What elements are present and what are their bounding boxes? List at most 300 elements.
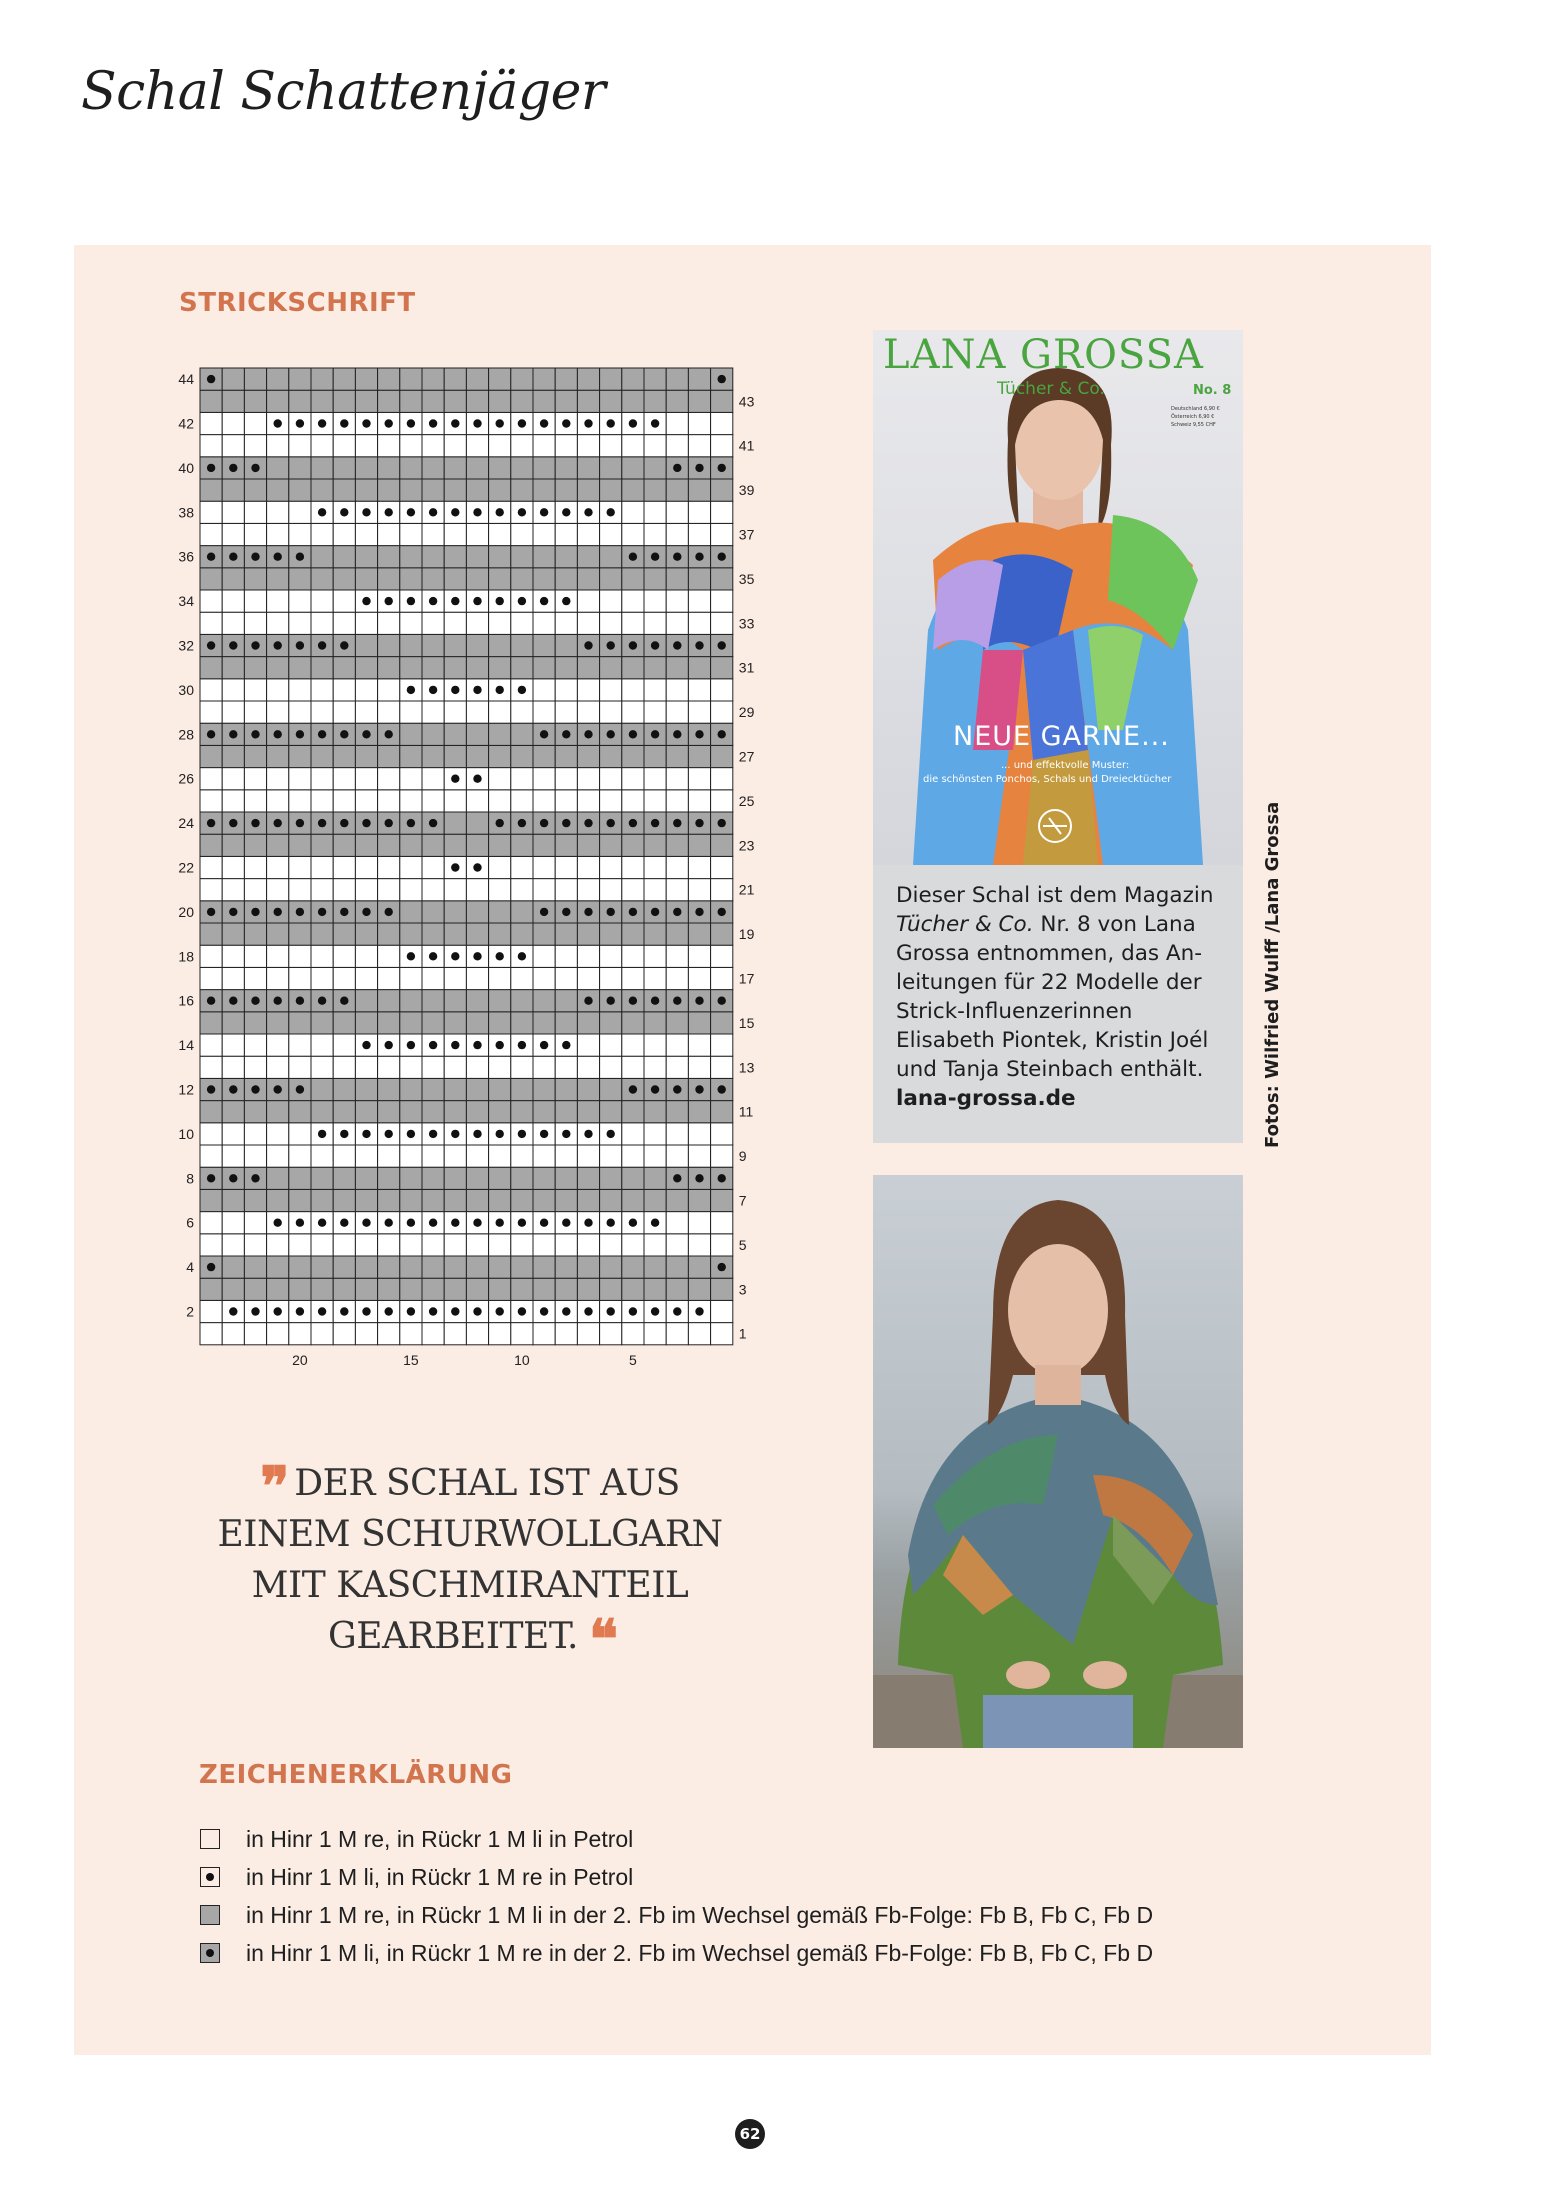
chart-cell [466,634,488,656]
chart-cell [267,1234,289,1256]
chart-cell [600,457,622,479]
chart-dot [695,641,703,649]
chart-dot [651,553,659,561]
chart-cell [489,1145,511,1167]
chart-cell [400,723,422,745]
chart-cell [311,612,333,634]
chart-cell [466,745,488,767]
chart-dot [629,997,637,1005]
chart-cell [333,368,355,390]
chart-cell [688,834,710,856]
chart-dot [274,641,282,649]
chart-cell [333,856,355,878]
chart-cell [466,457,488,479]
cover-price-3: Schweiz 9,55 CHF [1171,422,1216,428]
chart-cell [511,1256,533,1278]
chart-cell [378,1012,400,1034]
chart-cell [711,879,733,901]
chart-dot [473,863,481,871]
chart-dot [251,819,259,827]
chart-cell [378,657,400,679]
chart-cell [333,1012,355,1034]
row-label: 28 [178,726,194,743]
chart-cell [511,967,533,989]
chart-cell [444,723,466,745]
chart-cell [289,945,311,967]
chart-cell [555,834,577,856]
chart-cell [222,1256,244,1278]
row-label: 37 [738,526,755,543]
chart-cell [511,723,533,745]
chart-dot [451,863,459,871]
chart-cell [444,990,466,1012]
chart-cell [222,1101,244,1123]
chart-cell [355,834,377,856]
chart-cell [400,1012,422,1034]
chart-cell [466,879,488,901]
chart-cell [222,612,244,634]
chart-cell [577,1101,599,1123]
pull-quote [200,1454,740,1671]
chart-cell [555,679,577,701]
row-label: 1 [738,1325,747,1342]
chart-dot [429,597,437,605]
chart-cell [378,1101,400,1123]
chart-cell [711,923,733,945]
chart-dot [318,997,326,1005]
chart-dot [429,1307,437,1315]
chart-cell [400,745,422,767]
chart-cell [400,923,422,945]
chart-cell [200,679,222,701]
chart-cell [622,856,644,878]
chart-cell [666,435,688,457]
chart-cell [244,879,266,901]
chart-dot [296,730,304,738]
chart-dot [607,1130,615,1138]
chart-cell [289,790,311,812]
chart-cell [533,879,555,901]
chart-dot [274,553,282,561]
chart-cell [289,923,311,945]
chart-cell [200,501,222,523]
chart-cell [644,1256,666,1278]
chart-cell [577,1012,599,1034]
chart-dot [274,997,282,1005]
chart-cell [378,834,400,856]
chart-cell [200,879,222,901]
chart-cell [555,368,577,390]
chart-cell [333,745,355,767]
chart-dot [451,597,459,605]
chart-cell [711,967,733,989]
chart-cell [444,1256,466,1278]
chart-dot [607,641,615,649]
chart-cell [688,435,710,457]
chart-cell [600,1101,622,1123]
chart-cell [311,1278,333,1300]
chart-cell [688,856,710,878]
chart-cell [622,1323,644,1345]
chart-dot [562,819,570,827]
chart-cell [289,1256,311,1278]
chart-cell [666,679,688,701]
chart-dot [496,1130,504,1138]
chart-cell [511,1012,533,1034]
chart-dot [718,641,726,649]
chart-cell [355,1278,377,1300]
chart-cell [711,435,733,457]
chart-cell [311,568,333,590]
chart-dot [651,997,659,1005]
chart-cell [444,901,466,923]
chart-dot [251,1307,259,1315]
chart-dot [540,1041,548,1049]
chart-cell [444,1323,466,1345]
chart-cell [244,1145,266,1167]
photo-credit: Fotos: Wilfried Wulff /Lana Grossa [1262,801,1283,1148]
chart-cell [400,901,422,923]
chart-cell [622,1145,644,1167]
chart-cell [378,1234,400,1256]
chart-cell [244,1056,266,1078]
chart-cell [289,657,311,679]
chart-cell [533,523,555,545]
chart-cell [422,1323,444,1345]
chart-dot [207,375,215,383]
chart-cell [289,1123,311,1145]
chart-cell [577,945,599,967]
chart-dot [362,819,370,827]
chart-cell [289,1034,311,1056]
chart-cell [600,1256,622,1278]
chart-cell [289,768,311,790]
quote-open-mark: ❞ [260,1454,284,1518]
chart-cell [577,390,599,412]
chart-cell [600,856,622,878]
row-label: 34 [178,593,194,610]
chart-cell [644,768,666,790]
chart-cell [244,390,266,412]
chart-cell [400,634,422,656]
chart-cell [422,1056,444,1078]
chart-dot [451,775,459,783]
row-label: 29 [738,704,755,721]
chart-cell [622,1123,644,1145]
chart-cell [489,479,511,501]
chart-cell [333,435,355,457]
chart-dot [673,908,681,916]
chart-cell [400,612,422,634]
chart-cell [511,990,533,1012]
chart-dot [673,1085,681,1093]
chart-cell [200,1234,222,1256]
chart-cell [355,612,377,634]
chart-cell [267,1323,289,1345]
chart-cell [422,723,444,745]
chart-cell [577,368,599,390]
chart-cell [289,1167,311,1189]
chart-dot [651,819,659,827]
chart-dot [229,730,237,738]
chart-cell [489,1056,511,1078]
chart-cell [511,546,533,568]
chart-dot [718,375,726,383]
chart-cell [644,457,666,479]
chart-cell [489,879,511,901]
chart-cell [267,1056,289,1078]
chart-dot [562,908,570,916]
chart-cell [422,523,444,545]
column-label: 5 [629,1351,637,1368]
chart-dot [251,730,259,738]
chart-dot [429,952,437,960]
chart-cell [444,1012,466,1034]
chart-cell [666,1278,688,1300]
chart-cell [355,1012,377,1034]
chart-cell [644,501,666,523]
chart-cell [422,901,444,923]
chart-cell [244,1189,266,1211]
chart-dot [473,508,481,516]
chart-cell [489,923,511,945]
chart-dot [318,908,326,916]
chart-dot [429,1041,437,1049]
chart-dot [584,419,592,427]
chart-cell [333,1256,355,1278]
chart-dot [496,1219,504,1227]
chart-dot [473,952,481,960]
chart-cell [422,568,444,590]
chart-cell [666,834,688,856]
chart-dot [584,1307,592,1315]
chart-dot [318,1307,326,1315]
chart-dot [607,730,615,738]
chart-cell [444,1056,466,1078]
chart-cell [511,457,533,479]
chart-cell [400,657,422,679]
chart-dot [318,1219,326,1227]
chart-dot [629,553,637,561]
chart-dot [695,1174,703,1182]
chart-dot [296,819,304,827]
chart-cell [444,568,466,590]
chart-cell [577,479,599,501]
chart-cell [289,612,311,634]
chart-cell [200,1212,222,1234]
chart-cell [666,790,688,812]
row-label: 4 [186,1259,194,1276]
chart-cell [688,1256,710,1278]
chart-cell [200,590,222,612]
chart-cell [577,679,599,701]
chart-cell [666,745,688,767]
chart-dot [340,1219,348,1227]
chart-cell [466,435,488,457]
chart-cell [333,790,355,812]
chart-cell [311,368,333,390]
chart-dot [496,686,504,694]
chart-cell [622,1256,644,1278]
chart-cell [422,1278,444,1300]
chart-cell [711,501,733,523]
chart-dot [251,1085,259,1093]
chart-cell [267,745,289,767]
chart-cell [511,479,533,501]
chart-dot [607,1219,615,1227]
chart-cell [333,1101,355,1123]
chart-cell [244,923,266,945]
chart-dot [229,464,237,472]
chart-cell [378,1056,400,1078]
chart-cell [600,879,622,901]
chart-cell [577,568,599,590]
chart-cell [378,435,400,457]
row-label: 14 [178,1037,194,1054]
chart-cell [466,812,488,834]
chart-cell [489,901,511,923]
chart-cell [200,612,222,634]
chart-cell [244,1034,266,1056]
chart-dot [562,508,570,516]
chart-cell [311,523,333,545]
chart-cell [444,834,466,856]
chart-dot [296,553,304,561]
chart-dot [695,819,703,827]
chart-cell [577,1078,599,1100]
chart-cell [666,879,688,901]
chart-cell [311,1323,333,1345]
chart-cell [533,1323,555,1345]
chart-cell [711,1012,733,1034]
chart-cell [222,368,244,390]
chart-dot [718,997,726,1005]
chart-cell [666,768,688,790]
chart-dot [207,641,215,649]
chart-dot [584,641,592,649]
chart-cell [444,1189,466,1211]
chart-cell [200,1034,222,1056]
chart-dot [429,819,437,827]
chart-cell [444,523,466,545]
chart-cell [444,479,466,501]
caption-link[interactable]: lana-grossa.de [896,1086,1076,1111]
chart-cell [577,1234,599,1256]
chart-cell [267,1034,289,1056]
chart-cell [378,1256,400,1278]
chart-cell [400,1189,422,1211]
chart-cell [244,834,266,856]
chart-cell [422,790,444,812]
chart-cell [688,923,710,945]
chart-cell [666,612,688,634]
chart-cell [711,1145,733,1167]
chart-cell [533,1078,555,1100]
chart-dot [340,641,348,649]
chart-cell [688,679,710,701]
chart-cell [378,945,400,967]
chart-cell [244,1234,266,1256]
chart-cell [711,412,733,434]
cover-subtitle: Tücher & Co. [997,379,1105,399]
chart-cell [577,590,599,612]
chart-dot [718,1174,726,1182]
chart-cell [622,457,644,479]
chart-dot [496,508,504,516]
chart-cell [555,1167,577,1189]
chart-cell [489,990,511,1012]
chart-cell [644,790,666,812]
chart-dot [718,1085,726,1093]
chart-cell [511,523,533,545]
chart-cell [600,568,622,590]
chart-cell [378,790,400,812]
chart-cell [533,657,555,679]
caption-text-after: Nr. 8 von Lana Grossa entnommen, das An-leitungen für 22 Modelle der Strick-Influenzerinnen Elisabeth Piontek, Kristin Joél und Tanja Steinbach enthält. [896,912,1209,1082]
chart-cell [378,679,400,701]
chart-dot [473,419,481,427]
chart-cell [222,657,244,679]
chart-cell [333,590,355,612]
chart-cell [533,435,555,457]
chart-cell [267,568,289,590]
chart-cell [666,412,688,434]
chart-cell [489,1167,511,1189]
chart-cell [200,523,222,545]
chart-cell [600,967,622,989]
chart-cell [444,923,466,945]
chart-cell [333,568,355,590]
chart-dot [296,997,304,1005]
chart-dot [229,997,237,1005]
chart-cell [711,1278,733,1300]
chart-dot [673,730,681,738]
white-dot-square-icon [200,1867,220,1887]
chart-cell [533,479,555,501]
chart-cell [422,479,444,501]
chart-cell [644,1034,666,1056]
chart-dot [274,419,282,427]
row-label: 11 [738,1103,754,1120]
chart-cell [222,1123,244,1145]
chart-cell [688,1323,710,1345]
chart-cell [355,745,377,767]
chart-cell [289,568,311,590]
chart-cell [489,1101,511,1123]
chart-cell [311,879,333,901]
chart-cell [688,1278,710,1300]
chart-dot [651,1307,659,1315]
chart-cell [355,1145,377,1167]
chart-cell [400,768,422,790]
chart-cell [311,1256,333,1278]
chart-cell [711,945,733,967]
chart-cell [444,546,466,568]
chart-cell [555,1323,577,1345]
chart-dot [229,1174,237,1182]
chart-cell [222,679,244,701]
chart-cell [511,435,533,457]
row-label: 12 [178,1081,194,1098]
chart-dot [695,553,703,561]
chart-cell [244,1256,266,1278]
chart-cell [511,634,533,656]
chart-cell [400,435,422,457]
chart-dot [518,1130,526,1138]
chart-dot [562,730,570,738]
chart-cell [311,479,333,501]
chart-cell [600,768,622,790]
